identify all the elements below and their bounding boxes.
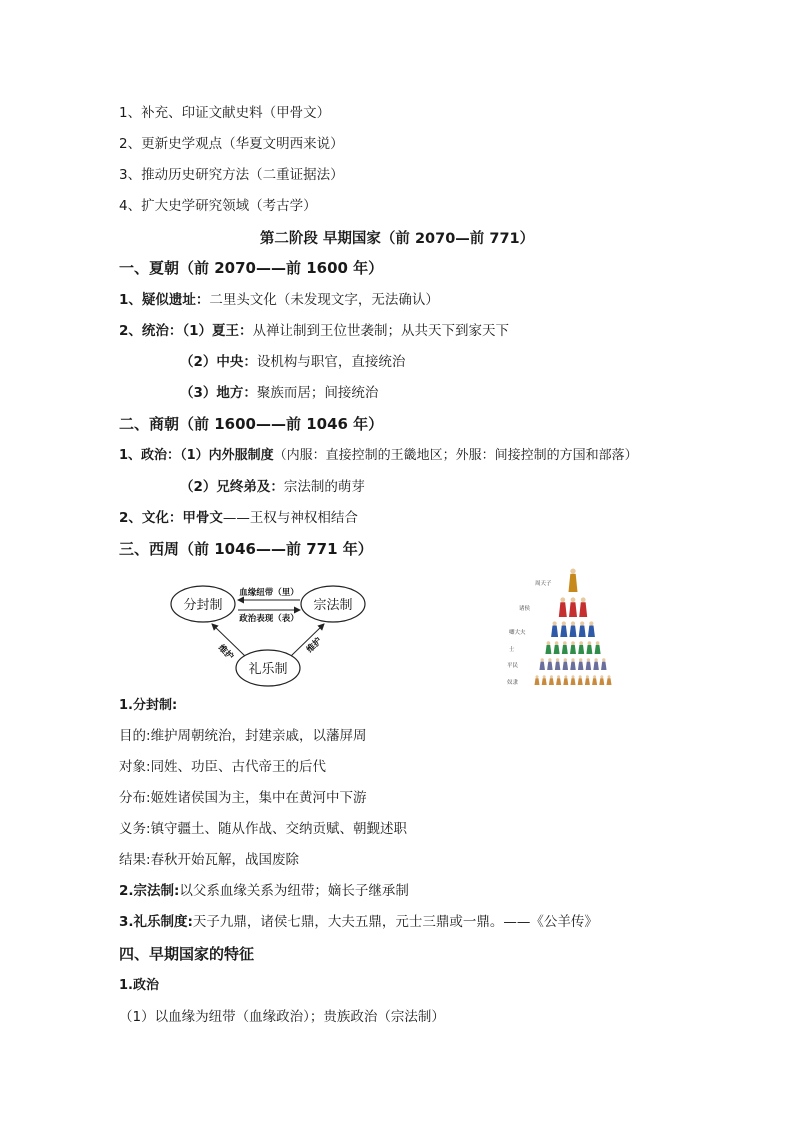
node-fenfeng-label: 分封制 (183, 598, 223, 613)
pyramid-figure-body (599, 678, 604, 685)
pyramid-figure-head (571, 597, 576, 602)
arrow-right-label: 维护 (305, 636, 325, 656)
pyramid-figure-body (579, 602, 587, 617)
pyramid-figure-head (541, 658, 544, 661)
pyramid-figure-head (536, 675, 539, 678)
pyramid-figure-body (556, 678, 561, 685)
pyramid-level-1: 诸侯 (519, 606, 531, 612)
liyue-line: 3.礼乐制度:天子九鼎，诸侯七鼎，大夫五鼎，元士三鼎或一鼎。——《公羊传》 (119, 914, 598, 930)
pyramid-figure-head (579, 641, 583, 645)
xia-line-2: 2、统治：（1）夏王：从禅让制到王位世袭制；从共天下到家天下 (119, 323, 510, 339)
pyramid-figure-head (580, 621, 584, 625)
pyramid-figure-body (569, 574, 578, 592)
pyramid-figure-head (586, 675, 589, 678)
pyramid-figure-head (579, 658, 582, 661)
arrow-left-label: 维护 (215, 643, 235, 663)
pyramid-figure-head (564, 675, 567, 678)
shang-line-2: （2）兄终弟及：宗法制的萌芽 (180, 479, 365, 495)
list-item-3: 3、推动历史研究方法（二重证据法） (119, 167, 344, 183)
xia-line-4: （3）地方：聚族而居；间接统治 (180, 385, 379, 401)
pyramid-figure-head (562, 621, 566, 625)
pyramid-figure-head (571, 641, 575, 645)
pyramid-figure-body (592, 678, 597, 685)
pyramid-figure-body (562, 645, 568, 654)
arrow-bottom-label: 政治表现（表） (239, 614, 299, 624)
pyramid-figure-body (593, 662, 599, 670)
pyramid-figure-head (548, 658, 551, 661)
xia-line-1: 1、疑似遗址：二里头文化（未发现文字，无法确认） (119, 292, 439, 308)
pyramid-figure-head (547, 641, 551, 645)
pyramid-figure-head (608, 675, 611, 678)
stage-title: 第二阶段 早期国家（前 2070—前 771） (259, 231, 535, 247)
pyramid-figure-body (571, 678, 576, 685)
zongfa-line: 2.宗法制:以父系血缘关系为纽带；嫡长子继承制 (119, 883, 409, 899)
pyramid-figure-head (543, 675, 546, 678)
pyramid-figure-body (585, 678, 590, 685)
pyramid-level-3: 士 (509, 647, 515, 653)
pyramid-figure-body (601, 662, 607, 670)
pyramid-figure-body (579, 626, 586, 637)
pyramid-figure-head (555, 641, 559, 645)
pyramid-figure-body (563, 662, 569, 670)
pyramid-figure-head (572, 675, 575, 678)
pyramid-figure-head (600, 675, 603, 678)
arrow-top-label: 血缘纽带（里） (239, 588, 299, 598)
pyramid-figure-head (563, 641, 567, 645)
section-heading-shang: 二、商朝（前 1600——前 1046 年） (119, 415, 384, 433)
pyramid-figure-body (570, 662, 576, 670)
section-heading-xia: 一、夏朝（前 2070——前 1600 年） (119, 259, 384, 277)
pyramid-figure-body (563, 678, 568, 685)
pyramid-figure-body (586, 645, 592, 654)
pyramid-figure-body (578, 645, 584, 654)
pyramid-figure-head (589, 621, 593, 625)
pyramid-figure-body (554, 645, 560, 654)
node-liyue-label: 礼乐制 (248, 662, 288, 677)
list-item-4: 4、扩大史学研究领域（考古学） (119, 198, 317, 214)
pyramid-figure-body (545, 645, 551, 654)
pyramid-figure-head (594, 658, 597, 661)
features-item-1: （1）以血缘为纽带（血缘政治）；贵族政治（宗法制） (119, 1009, 445, 1025)
features-sub-1: 1.政治 (119, 978, 159, 993)
fenfeng-title: 1.分封制: (119, 698, 178, 713)
pyramid-figure-body (570, 626, 577, 637)
xia-line-3: （2）中央：设机构与职官，直接统治 (180, 354, 406, 370)
pyramid-figure-body (607, 678, 612, 685)
pyramid-level-4: 平民 (507, 663, 519, 669)
shang-line-3: 2、文化：甲骨文——王权与神权相结合 (119, 510, 358, 526)
fenfeng-item-5: 结果:春秋开始瓦解，战国废除 (119, 852, 300, 868)
pyramid-figure-head (581, 597, 586, 602)
pyramid-figure-body (588, 626, 595, 637)
pyramid-figure-body (535, 678, 540, 685)
shang-line-1: 1、政治：（1）内外服制度（内服：直接控制的王畿地区；外服：间接控制的方国和部落） (119, 448, 638, 463)
pyramid-figure-head (560, 597, 565, 602)
pyramid-figure-body (555, 662, 561, 670)
pyramid-figure-head (579, 675, 582, 678)
pyramid-figure-body (570, 645, 576, 654)
pyramid-figure-head (550, 675, 553, 678)
pyramid-figure-body (595, 645, 601, 654)
pyramid-figure-body (578, 678, 583, 685)
list-item-1: 1、补充、印证文献史料（甲骨文） (119, 105, 331, 121)
pyramid-figure-head (557, 675, 560, 678)
three-systems-diagram (160, 578, 380, 690)
fenfeng-item-2: 对象:同姓、功臣、古代帝王的后代 (119, 759, 327, 775)
pyramid-figure-head (588, 641, 592, 645)
pyramid-figure-head (556, 658, 559, 661)
pyramid-figure-body (586, 662, 592, 670)
pyramid-figure-body (560, 626, 567, 637)
social-pyramid-illustration (505, 563, 625, 691)
pyramid-figure-head (587, 658, 590, 661)
pyramid-figure-head (571, 658, 574, 661)
section-heading-features: 四、早期国家的特征 (119, 945, 255, 963)
pyramid-figure-head (602, 658, 605, 661)
node-zongfa-label: 宗法制 (313, 598, 353, 613)
pyramid-figure-body (542, 678, 547, 685)
pyramid-figure-body (549, 678, 554, 685)
pyramid-figure-head (571, 621, 575, 625)
pyramid-figure-head (553, 621, 557, 625)
pyramid-figure-body (569, 602, 577, 617)
pyramid-figure-head (593, 675, 596, 678)
fenfeng-item-3: 分布:姬姓诸侯国为主，集中在黄河中下游 (119, 790, 367, 806)
pyramid-figure-body (559, 602, 567, 617)
pyramid-figure-head (596, 641, 600, 645)
pyramid-level-2: 卿大夫 (509, 630, 526, 636)
list-item-2: 2、更新史学观点（华夏文明西来说） (119, 136, 344, 152)
fenfeng-item-1: 目的:维护周朝统治，封建亲戚，以藩屏周 (119, 728, 367, 744)
pyramid-figure-body (578, 662, 584, 670)
pyramid-figure-head (570, 568, 575, 573)
pyramid-figure-body (547, 662, 553, 670)
fenfeng-item-4: 义务:镇守疆土、随从作战、交纳贡赋、朝觐述职 (119, 821, 408, 837)
section-heading-zhou: 三、西周（前 1046——前 771 年） (119, 540, 373, 558)
pyramid-level-5: 奴隶 (507, 680, 519, 686)
pyramid-figure-head (564, 658, 567, 661)
pyramid-figure-body (551, 626, 558, 637)
pyramid-figure-body (539, 662, 545, 670)
pyramid-level-0: 周天子 (535, 581, 552, 587)
